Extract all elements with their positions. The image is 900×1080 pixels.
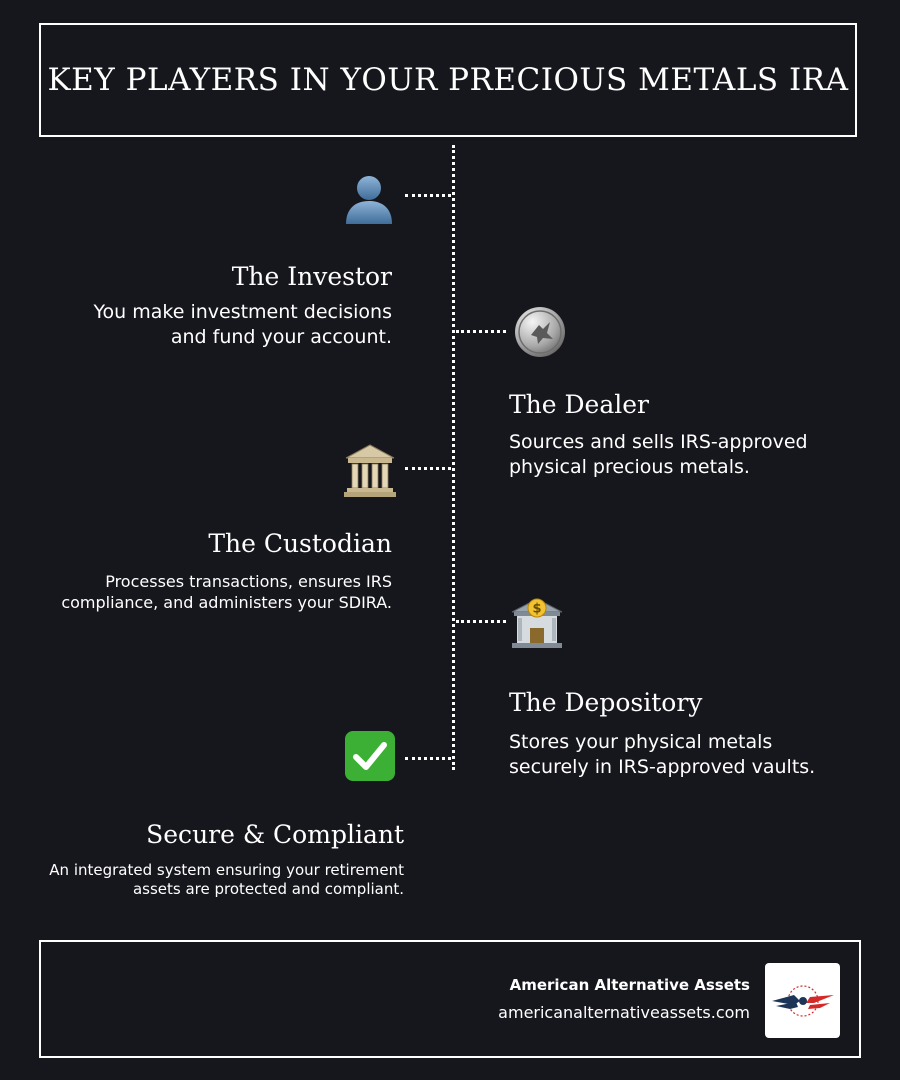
desc-line: You make investment decisions [93,301,392,323]
person-icon [340,170,398,228]
player-title-dealer: The Dealer [509,390,650,419]
desc-line: An integrated system ensuring your retirement [49,861,404,879]
timeline-line [452,145,455,770]
desc-line: Sources and sells IRS-approved [509,431,808,453]
footer-box [39,940,861,1058]
bank-icon [509,594,565,650]
player-title-custodian: The Custodian [208,529,392,558]
desc-line: physical precious metals. [509,456,750,478]
coin-icon [513,305,567,359]
desc-line: compliance, and administers your SDIRA. [61,593,392,612]
connector-investor [405,194,451,197]
player-desc-investor [12,300,392,350]
player-title-investor: The Investor [231,262,392,291]
connector-dealer [456,330,506,333]
desc-line: securely in IRS-approved vaults. [509,756,816,778]
desc-line: and fund your account. [170,326,392,348]
checkmark-icon [344,730,396,782]
title-box [39,23,857,137]
company-website[interactable]: americanalternativeassets.com [498,1003,750,1022]
connector-custodian [405,467,451,470]
company-name: American Alternative Assets [509,976,750,994]
desc-line: assets are protected and compliant. [132,880,404,898]
svg-text:$: $ [532,601,542,617]
connector-depository [456,620,506,623]
page-title: KEY PLAYERS IN YOUR PRECIOUS METALS IRA [47,62,849,98]
desc-line: Processes transactions, ensures IRS [105,572,392,591]
connector-secure [405,757,451,760]
eagle-logo-icon [770,981,836,1021]
player-title-secure: Secure & Compliant [146,820,404,849]
desc-line: Stores your physical metals [509,731,773,753]
institution-icon [342,442,398,498]
player-desc-custodian [0,571,392,613]
player-title-depository: The Depository [509,688,703,717]
player-desc-dealer [509,430,879,480]
company-logo [765,963,840,1038]
player-desc-depository [509,730,879,780]
player-desc-secure [0,861,404,899]
